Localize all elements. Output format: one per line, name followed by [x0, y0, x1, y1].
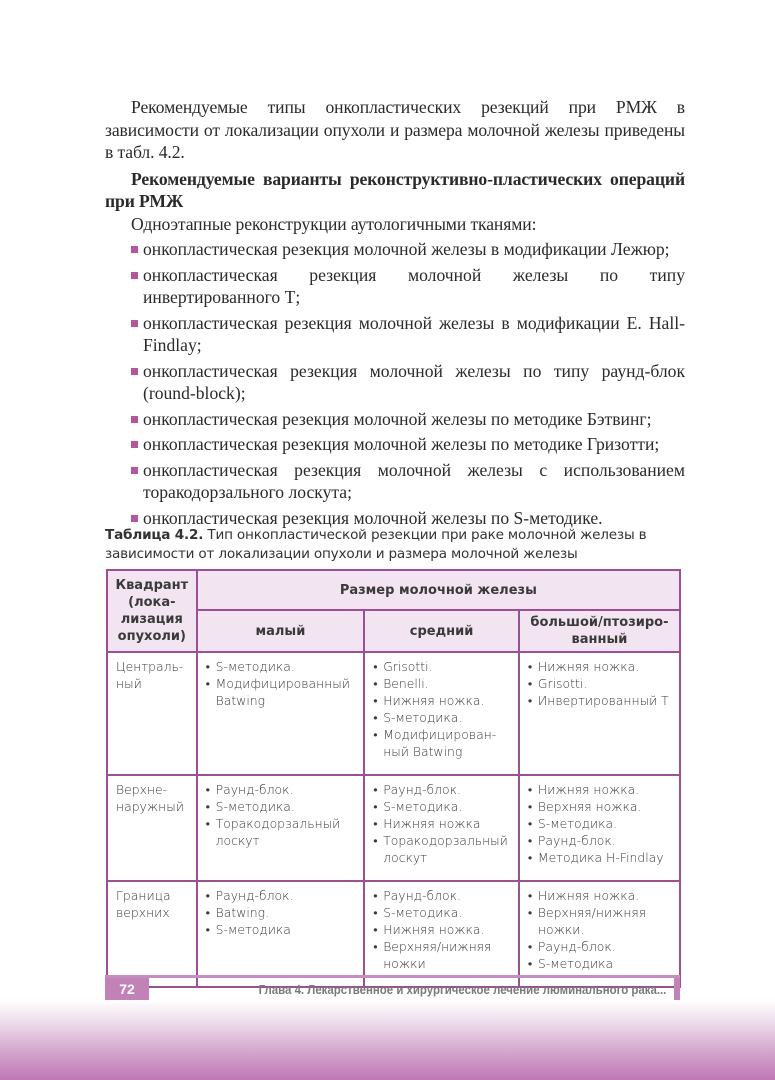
technique-cell-small — [197, 775, 365, 881]
header-size-group: Размер молочной железы — [197, 570, 680, 610]
technique-item: • Торакодорзальный лоскут — [383, 832, 512, 866]
technique-item: • Раунд-блок. — [538, 938, 673, 955]
technique-item: • Нижняя ножка. — [383, 692, 512, 709]
technique-item: • Верхняя/нижняя ножки. — [538, 904, 673, 938]
square-bullet-icon — [131, 246, 138, 253]
technique-list — [204, 658, 358, 709]
running-head: Глава 4. Лекарственное и хирургическое лечение люминального рака... — [258, 982, 666, 997]
page-bottom-gradient — [0, 1000, 775, 1080]
technique-item: • Инвертированный Т — [538, 692, 673, 709]
page-number: 72 — [105, 978, 149, 1001]
table-body — [107, 652, 680, 987]
section-heading: Рекомендуемые варианты реконструктивно-пластических операций при РМЖ — [105, 168, 685, 211]
square-bullet-icon — [131, 467, 138, 474]
technique-item: • S-методика — [538, 955, 673, 972]
square-bullet-icon — [131, 272, 138, 279]
technique-item: • Нижняя ножка. — [538, 658, 673, 675]
table-caption-text: Тип онкопластической резекции при раке молочной железы в зависимости от локализации опухоли и размера молочной железы — [105, 527, 647, 562]
list-item: онкопластическая резекция молочной железы в модификации Лежюр; — [143, 238, 685, 261]
list-item: онкопластическая резекция молочной железы по типу раунд-блок (round-block); — [143, 360, 685, 405]
header-medium: средний — [364, 610, 519, 652]
technique-item: • S-методика. — [383, 904, 512, 921]
resection-table — [106, 569, 681, 988]
technique-cell-large — [519, 881, 680, 987]
technique-item: • S-методика. — [538, 815, 673, 832]
header-quadrant: Квадрант (лока-лизация опухоли) — [107, 570, 197, 652]
technique-cell-medium — [364, 881, 519, 987]
technique-item: • S-методика. — [216, 658, 358, 675]
technique-item: • Grisotti. — [538, 675, 673, 692]
lead-paragraph: Одноэтапные реконструкции аутологичными тканями: — [131, 213, 537, 234]
operations-list — [105, 238, 685, 529]
technique-item: • Модифицированный Batwing — [216, 675, 358, 709]
square-bullet-icon — [131, 515, 138, 522]
technique-item: • Методика H-Findlay — [538, 849, 673, 866]
quadrant-cell: Граница верхних — [107, 881, 197, 987]
technique-item: • Benelli. — [383, 675, 512, 692]
technique-item: • S-методика. — [383, 798, 512, 815]
technique-list — [526, 781, 673, 866]
list-item: онкопластическая резекция молочной железы по методике Гризотти; — [143, 433, 685, 456]
technique-item: • Нижняя ножка — [383, 815, 512, 832]
technique-cell-medium — [364, 652, 519, 775]
technique-item: • Раунд-блок. — [538, 832, 673, 849]
technique-list — [204, 887, 358, 938]
quadrant-cell: Верхне-наружный — [107, 775, 197, 881]
list-item: онкопластическая резекция молочной железы в модификации E. Hall-Findlay; — [143, 312, 685, 357]
technique-item: • Раунд-блок. — [216, 781, 358, 798]
technique-list — [204, 781, 358, 849]
technique-list — [371, 781, 512, 866]
technique-item: • Торакодорзальный лоскут — [216, 815, 358, 849]
square-bullet-icon — [131, 441, 138, 448]
square-bullet-icon — [131, 368, 138, 375]
technique-item: • Раунд-блок. — [216, 887, 358, 904]
quadrant-cell: Централь-ный — [107, 652, 197, 775]
header-large: большой/птозиро-ванный — [519, 610, 680, 652]
table-row — [107, 881, 680, 987]
technique-list — [526, 887, 673, 972]
technique-item: • Верхняя ножка. — [538, 798, 673, 815]
technique-list — [371, 887, 512, 972]
page-footer — [105, 975, 680, 1001]
technique-list — [371, 658, 512, 760]
technique-item: • Раунд-блок. — [383, 887, 512, 904]
table-row — [107, 652, 680, 775]
technique-item: • Нижняя ножка. — [538, 781, 673, 798]
technique-item: • Нижняя ножка. — [383, 921, 512, 938]
table-row — [107, 775, 680, 881]
technique-cell-large — [519, 652, 680, 775]
table-caption — [105, 526, 685, 564]
technique-cell-large — [519, 775, 680, 881]
technique-cell-small — [197, 881, 365, 987]
page-body — [105, 96, 685, 529]
header-small: малый — [197, 610, 365, 652]
technique-item: • Нижняя ножка. — [538, 887, 673, 904]
technique-item: • S-методика. — [383, 709, 512, 726]
table-caption-label: Таблица 4.2. — [105, 527, 204, 543]
list-item: онкопластическая резекция молочной железы по S-методике. — [143, 507, 685, 530]
technique-item: • Раунд-блок. — [383, 781, 512, 798]
technique-cell-small — [197, 652, 365, 775]
technique-item: • Grisotti. — [383, 658, 512, 675]
intro-paragraph: Рекомендуемые типы онкопластических резекций при РМЖ в зависимости от локализации опухоли и размера молочной железы приведены в табл. 4.2. — [105, 97, 685, 162]
list-item: онкопластическая резекция молочной железы с использованием торакодорзального лоскута; — [143, 459, 685, 504]
technique-item: • Модифицирован-ный Batwing — [383, 726, 512, 760]
technique-cell-medium — [364, 775, 519, 881]
technique-item: • Верхняя/нижняя ножки — [383, 938, 512, 972]
square-bullet-icon — [131, 416, 138, 423]
technique-item: • S-методика — [216, 921, 358, 938]
list-item: онкопластическая резекция молочной железы по типу инвертированного Т; — [143, 264, 685, 309]
technique-item: • S-методика. — [216, 798, 358, 815]
square-bullet-icon — [131, 320, 138, 327]
footer-tab — [674, 978, 680, 1001]
list-item: онкопластическая резекция молочной железы по методике Бэтвинг; — [143, 408, 685, 431]
technique-item: • Batwing. — [216, 904, 358, 921]
technique-list — [526, 658, 673, 709]
